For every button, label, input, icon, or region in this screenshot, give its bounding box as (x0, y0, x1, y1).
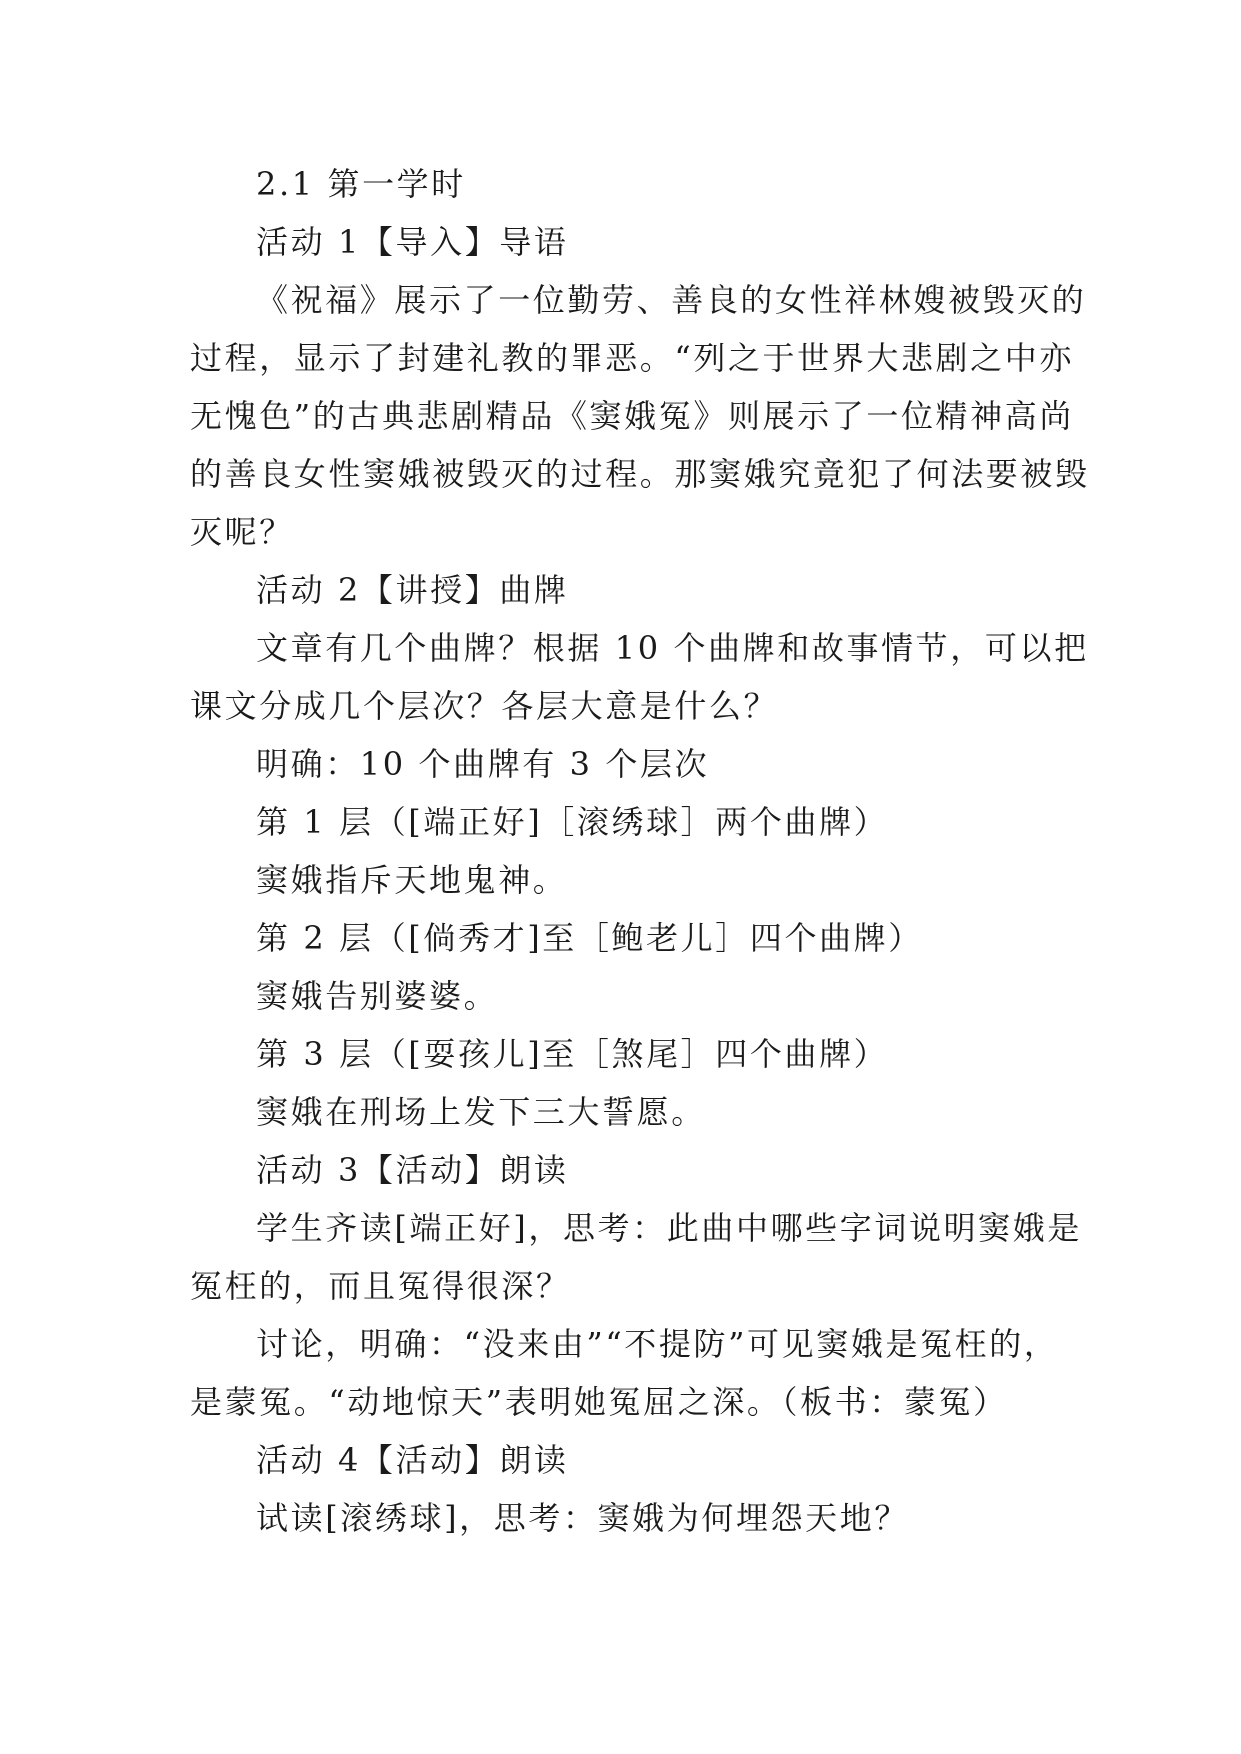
activity-4-heading: 活动 4【活动】朗读 (256, 1441, 569, 1479)
paragraph-line: 的善良女性窦娥被毁灭的过程。那窦娥究竟犯了何法要被毁 (190, 455, 1090, 493)
paragraph-line: 冤枉的，而且冤得很深？ (190, 1267, 571, 1305)
section-heading: 2.1 第一学时 (256, 165, 466, 203)
paragraph-line: 明确：10 个曲牌有 3 个层次 (256, 745, 710, 783)
paragraph-line: 课文分成几个层次？各层大意是什么？ (190, 687, 779, 725)
layer-2-line: 第 2 层（[倘秀才]至［鲍老儿］四个曲牌） (256, 919, 923, 957)
paragraph-line: 过程，显示了封建礼教的罪恶。“列之于世界大悲剧之中亦 (190, 339, 1074, 377)
activity-2-heading: 活动 2【讲授】曲牌 (256, 571, 569, 609)
paragraph-line: 无愧色”的古典悲剧精品《窦娥冤》则展示了一位精神高尚 (190, 397, 1074, 435)
paragraph-line: 文章有几个曲牌？根据 10 个曲牌和故事情节，可以把 (256, 629, 1089, 667)
paragraph-line: 学生齐读[端正好]，思考：此曲中哪些字词说明窦娥是 (256, 1209, 1082, 1247)
paragraph-line: 是蒙冤。“动地惊天”表明她冤屈之深。（板书：蒙冤） (190, 1383, 1008, 1421)
paragraph-line: 窦娥指斥天地鬼神。 (256, 861, 568, 899)
paragraph-line: 窦娥告别婆婆。 (256, 977, 499, 1015)
activity-3-heading: 活动 3【活动】朗读 (256, 1151, 569, 1189)
layer-3-line: 第 3 层（[耍孩儿]至［煞尾］四个曲牌） (256, 1035, 889, 1073)
paragraph-line: 试读[滚绣球]，思考：窦娥为何埋怨天地？ (256, 1499, 909, 1537)
paragraph-line: 灭呢？ (190, 513, 294, 551)
paragraph-line: 《祝福》展示了一位勤劳、善良的女性祥林嫂被毁灭的 (256, 281, 1087, 319)
layer-1-line: 第 1 层（[端正好]［滚绣球］两个曲牌） (256, 803, 889, 841)
paragraph-line: 窦娥在刑场上发下三大誓愿。 (256, 1093, 706, 1131)
paragraph-line: 讨论，明确：“没来由”“不提防”可见窦娥是冤枉的， (256, 1325, 1059, 1363)
activity-1-heading: 活动 1【导入】导语 (256, 223, 569, 261)
